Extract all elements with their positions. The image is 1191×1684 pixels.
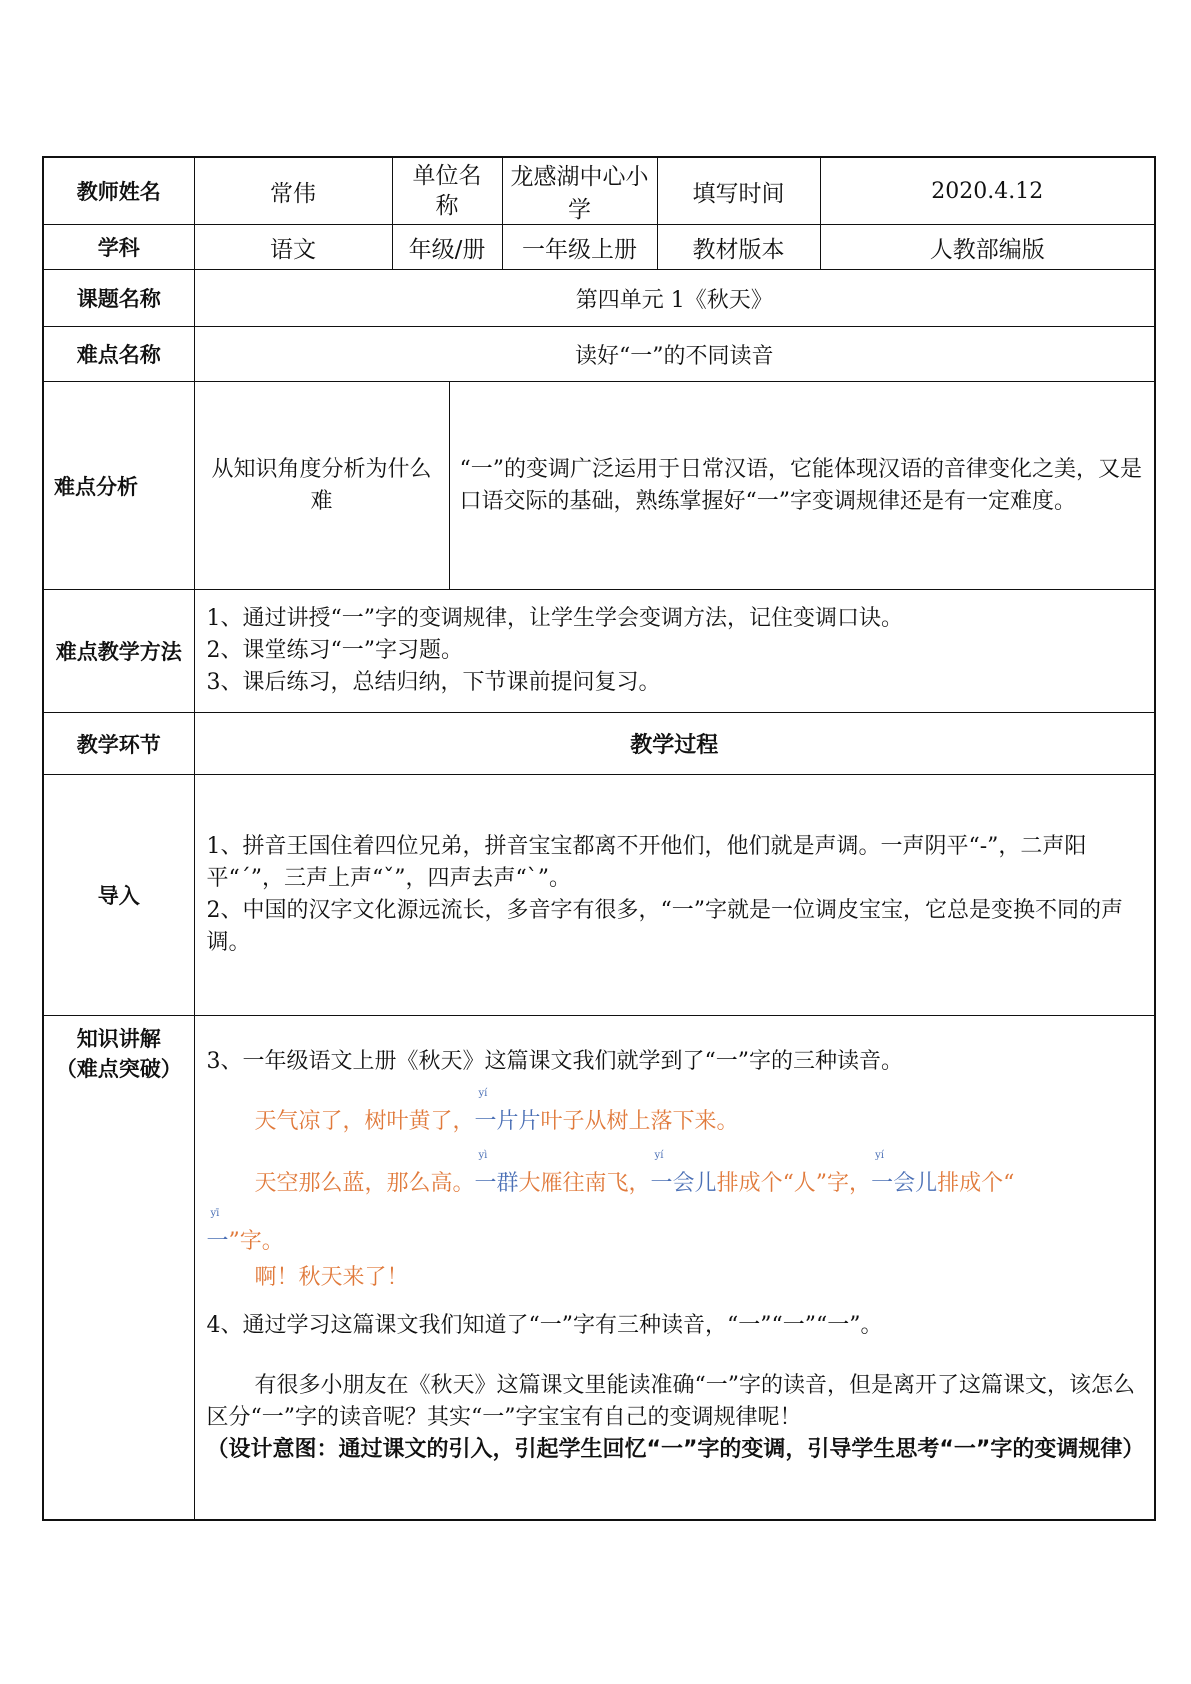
analysis-sub-label: 从知识角度分析为什么难 [194, 382, 449, 590]
topic-row [43, 270, 1155, 327]
design-intent: （设计意图：通过课文的引入，引起学生回忆“一”字的变调，引导学生思考“一”字的变调规律） [206, 1437, 1145, 1462]
pinyin-mark: yí [875, 1150, 884, 1161]
methods-row [43, 590, 1155, 713]
methods-list [194, 590, 1155, 713]
text-sentence-1: 天气凉了，树叶黄了， yí 一片片叶子从树上落下来。 [254, 1088, 739, 1134]
edition-label: 教材版本 [657, 225, 820, 270]
knowledge-label-main: 知识讲解 [76, 1027, 161, 1051]
knowledge-label [43, 1016, 194, 1520]
subject-label: 学科 [43, 225, 194, 270]
knowledge-label-sub: （难点突破） [55, 1057, 182, 1081]
process-title: 教学过程 [194, 713, 1155, 775]
analysis-row [43, 382, 1155, 590]
unit-label: 单位名称 [392, 157, 502, 225]
grade-label: 年级/册 [392, 225, 502, 270]
knowledge-row [43, 1016, 1155, 1520]
three-readings: “一”“一”“一”。 [727, 1313, 883, 1338]
school-name: 龙感湖中心小学 [502, 157, 657, 225]
edition-value: 人教部编版 [820, 225, 1155, 270]
fill-date: 2020.4.12 [820, 157, 1155, 225]
knowledge-content [194, 1016, 1155, 1520]
knowledge-paragraph-4: 4、通过学习这篇课文我们知道了“一”字有三种读音，“一”“一”“一”。 [206, 1313, 883, 1338]
text-sentence-3: 啊！秋天来了！ [254, 1265, 409, 1290]
teacher-name: 常伟 [194, 157, 392, 225]
difficulty-label: 难点名称 [43, 327, 194, 382]
pinyin-mark: yí [478, 1088, 488, 1099]
header-row-1 [43, 157, 1155, 225]
method-item-3: 3、课后练习，总结归纳，下节课前提问复习。 [206, 670, 661, 695]
difficulty-value: 读好“一”的不同读音 [194, 327, 1155, 382]
method-item-2: 2、课堂练习“一”字习题。 [206, 638, 463, 663]
lesson-plan-table [42, 156, 1156, 1521]
analysis-label: 难点分析 [43, 382, 194, 590]
pinyin-mark: yì [478, 1150, 488, 1161]
intro-row [43, 775, 1155, 1016]
pinyin-mark: yí [654, 1150, 664, 1161]
subject-value: 语文 [194, 225, 392, 270]
process-stage-label: 教学环节 [43, 713, 194, 775]
text-sentence-2: 天空那么蓝，那么高。 yì 一群大雁往南飞， yí 一会儿排成个“人”字， yí 一会儿排成个“ [254, 1150, 1015, 1196]
method-item-1: 1、通过讲授“一”字的变调规律，让学生学会变调方法，记住变调口诀。 [206, 606, 903, 631]
header-row-2 [43, 225, 1155, 270]
process-header-row [43, 713, 1155, 775]
teacher-label: 教师姓名 [43, 157, 194, 225]
knowledge-paragraph-3: 3、一年级语文上册《秋天》这篇课文我们就学到了“一”字的三种读音。 [206, 1049, 903, 1074]
knowledge-paragraph-5: 有很多小朋友在《秋天》这篇课文里能读准确“一”字的读音，但是离开了这篇课文，该怎么区分“一”字的读音呢？其实“一”字宝宝有自己的变调规律呢！ [206, 1373, 1135, 1430]
text-sentence-2-continued: yī 一”字。 [206, 1208, 284, 1254]
pinyin-mark: yī [210, 1208, 220, 1219]
difficulty-row [43, 327, 1155, 382]
intro-label: 导入 [43, 775, 194, 1016]
intro-content [194, 775, 1155, 1016]
methods-label: 难点教学方法 [43, 590, 194, 713]
date-label: 填写时间 [657, 157, 820, 225]
grade-value: 一年级上册 [502, 225, 657, 270]
intro-paragraph-1: 1、拼音王国住着四位兄弟，拼音宝宝都离不开他们，他们就是声调。一声阴平“-”，二声阳平“ˊ”，三声上声“ˇ”，四声去声“ˋ”。 [206, 834, 1087, 891]
lesson-plan-document [42, 156, 1154, 1521]
analysis-text: “一”的变调广泛运用于日常汉语，它能体现汉语的音律变化之美，又是口语交际的基础，熟练掌握好“一”字变调规律还是有一定难度。 [449, 382, 1155, 590]
topic-label: 课题名称 [43, 270, 194, 327]
intro-paragraph-2: 2、中国的汉字文化源远流长，多音字有很多，“一”字就是一位调皮宝宝，它总是变换不同的声调。 [206, 898, 1123, 955]
topic-value: 第四单元 1《秋天》 [194, 270, 1155, 327]
